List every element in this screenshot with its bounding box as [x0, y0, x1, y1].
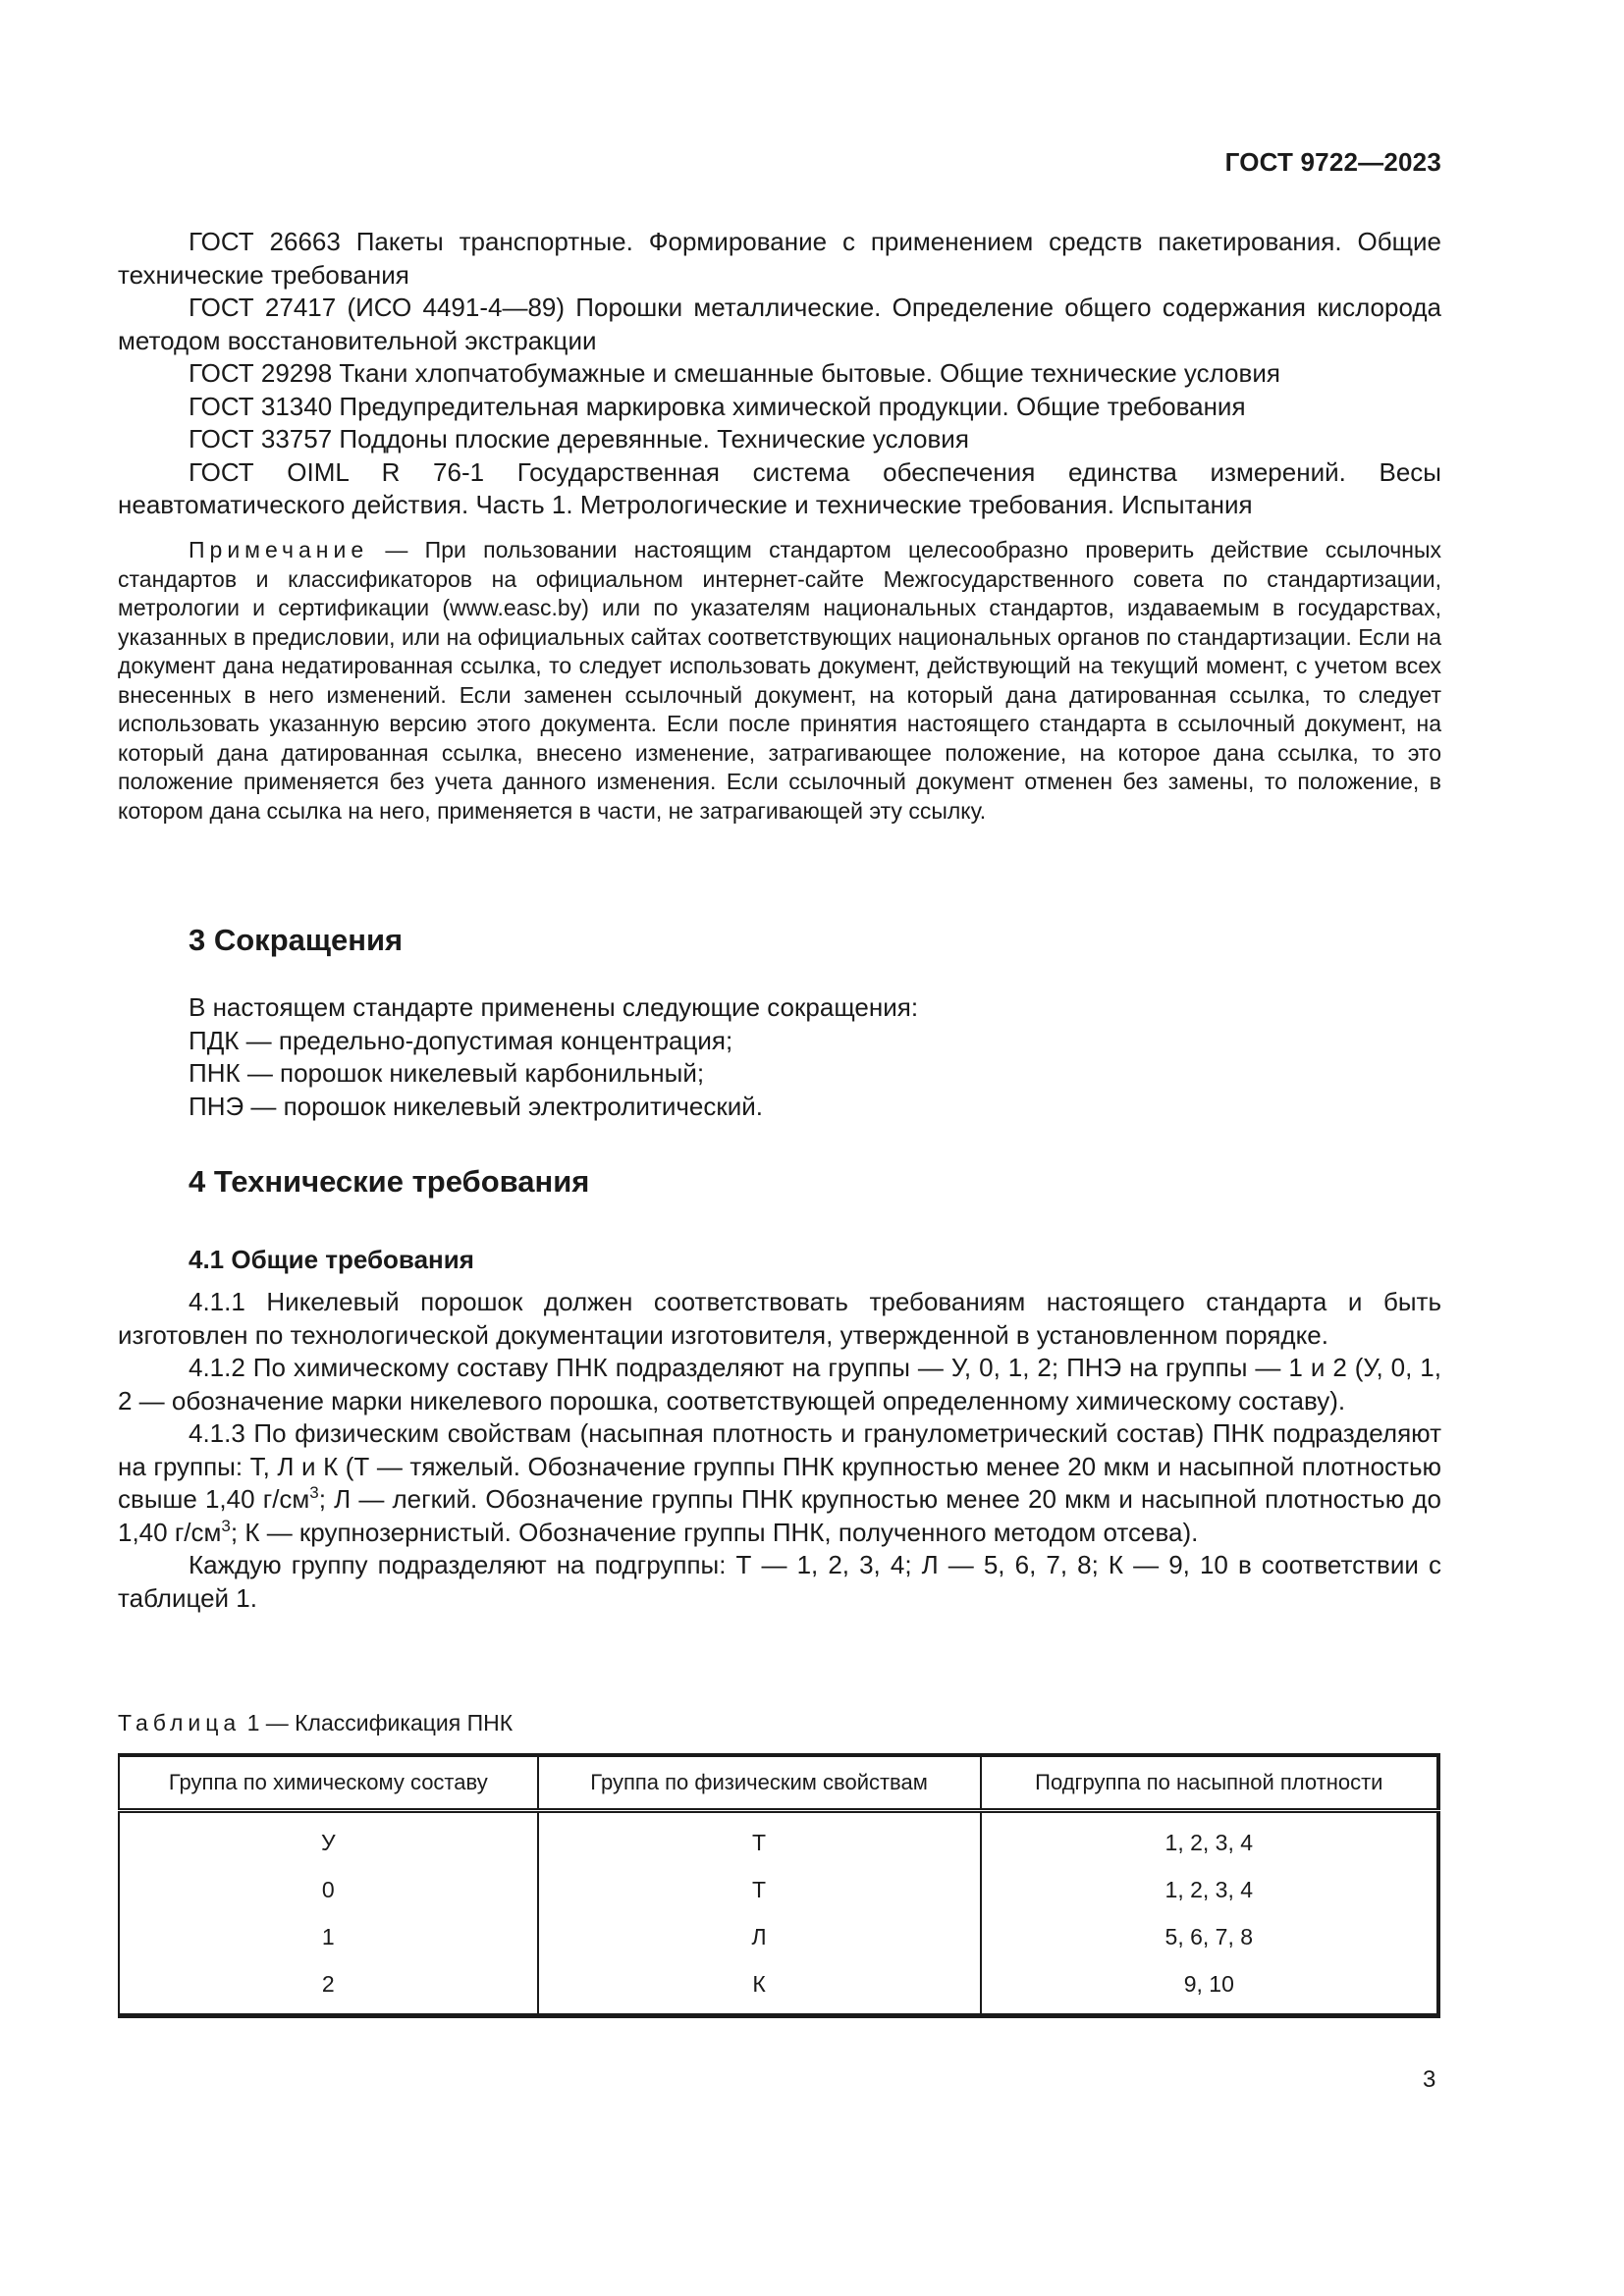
section-4-1-body: [118, 1286, 1441, 1615]
abbreviations-list: [189, 991, 1441, 1123]
table-caption-label: Таблица: [118, 1710, 242, 1735]
note-label: Примечание: [189, 537, 369, 562]
page-number: 3: [1423, 2066, 1436, 2093]
section-4-title: 4 Технические требования: [189, 1164, 590, 1199]
table-cell: 5, 6, 7, 8: [981, 1913, 1438, 1960]
table-cell: 9, 10: [981, 1960, 1438, 2016]
reference-item: ГОСТ 33757 Поддоны плоские деревянные. Технические условия: [189, 424, 969, 454]
table-header-cell: Группа по химическому составу: [119, 1755, 538, 1811]
table-caption-text: 1 — Классификация ПНК: [241, 1710, 514, 1735]
reference-item: ГОСТ 29298 Ткани хлопчатобумажные и смешанные бытовые. Общие технические условия: [189, 358, 1280, 388]
normative-references-list: [118, 226, 1441, 522]
table-header-cell: Подгруппа по насыпной плотности: [981, 1755, 1438, 1811]
note-paragraph: [118, 536, 1441, 826]
reference-item: ГОСТ OIML R 76-1 Государственная система обеспечения единства измерений. Весы неавтоматического действия. Часть 1. Метрологические и технические требования. Испытания: [118, 456, 1441, 519]
clause-4-1-2: 4.1.2 По химическому составу ПНК подразделяют на группы — У, 0, 1, 2; ПНЭ на группы — 1 и 2 (У, 0, 1, 2 — обозначение марки никелевого порошка, соответствующей определенному химическому составу).: [118, 1353, 1441, 1415]
subsection-4-1-title: 4.1 Общие требования: [189, 1245, 474, 1274]
table-cell: Л: [538, 1913, 981, 1960]
table-row: [119, 1811, 1438, 1867]
table-row: [119, 1866, 1438, 1913]
abbreviations-intro: В настоящем стандарте применены следующие сокращения:: [189, 992, 919, 1022]
table-1-pnk-classification: [118, 1753, 1440, 2018]
table-cell: У: [320, 1829, 336, 1855]
table-header-row: [119, 1755, 1438, 1811]
table-row: [119, 1913, 1438, 1960]
table-cell: Т: [538, 1866, 981, 1913]
table-cell: 0: [321, 1876, 335, 1902]
section-3-title: 3 Сокращения: [189, 923, 404, 957]
table-cell: 1, 2, 3, 4: [981, 1811, 1438, 1867]
abbreviation-item: ПДК — предельно-допустимая концентрация;: [189, 1025, 733, 1055]
clause-4-1-1: 4.1.1 Никелевый порошок должен соответствовать требованиям настоящего стандарта и быть изготовлен по технологической документации изготовителя, утвержденной в установленном порядке.: [118, 1287, 1441, 1350]
abbreviation-item: ПНК — порошок никелевый карбонильный;: [189, 1058, 705, 1088]
table-1-caption: [118, 1710, 513, 1736]
abbreviation-item: ПНЭ — порошок никелевый электролитический.: [189, 1091, 764, 1121]
table-cell: Т: [538, 1811, 981, 1867]
note-text: — При пользовании настоящим стандартом целесообразно проверить действие ссылочных стандартов и классификаторов на официальном интернет-сайте Межгосударственного совета по стандартизации, метрологии и сертификации (www.easc.by) или по указателям национальных стандартов, издаваемым в государствах, указанных в предисловии, или на официальных сайтах соответствующих национальных органов по стандартизации. Если на документ дана недатированная ссылка, то следует использовать документ, действующий на текущий момент, с учетом всех внесенных в него изменений. Если заменен ссылочный документ, на который дана датированная ссылка, то следует использовать указанную версию этого документа. Если после принятия настоящего стандарта в ссылочный документ, на который дана датированная ссылка, внесено изменение, затрагивающее положение, на которое дана ссылка, то это положение применяется без учета данного изменения. Если ссылочный документ отменен без замены, то положение, в котором дана ссылка на него, применяется в части, не затрагивающей эту ссылку.: [118, 537, 1441, 824]
table-cell: 1: [321, 1923, 335, 1949]
table-row: [119, 1960, 1438, 2016]
table-header-cell: Группа по физическим свойствам: [538, 1755, 981, 1811]
table-cell: 1, 2, 3, 4: [981, 1866, 1438, 1913]
page-header-doc-code: ГОСТ 9722—2023: [1224, 147, 1441, 177]
reference-item: ГОСТ 27417 (ИСО 4491-4—89) Порошки металлические. Определение общего содержания кислорода методом восстановительной экстракции: [118, 293, 1441, 355]
table-cell: К: [538, 1960, 981, 2016]
clause-4-1-3: 4.1.3 По физическим свойствам (насыпная плотность и гранулометрический состав) ПНК подразделяют на группы: Т, Л и К (Т — тяжелый. Обозначение группы ПНК крупностью менее 20 мкм и насыпной плотностью свыше 1,40 $г/см^3$; Л — легкий. Обозначение группы ПНК крупностью менее 20 мкм и насыпной плотностью до 1,40 $г/см^3$; К — крупнозернистый. Обозначение группы ПНК, полученного методом отсева).: [118, 1418, 1441, 1547]
reference-item: ГОСТ 31340 Предупредительная маркировка химической продукции. Общие требования: [189, 391, 1246, 421]
note-block: [118, 536, 1441, 826]
table-cell: 2: [321, 1970, 335, 1997]
subgroups-paragraph: Каждую группу подразделяют на подгруппы: Т — 1, 2, 3, 4; Л — 5, 6, 7, 8; К — 9, 10 в соответствии с таблицей 1.: [118, 1550, 1441, 1613]
reference-item: ГОСТ 26663 Пакеты транспортные. Формирование с применением средств пакетирования. Общие технические требования: [118, 227, 1441, 290]
